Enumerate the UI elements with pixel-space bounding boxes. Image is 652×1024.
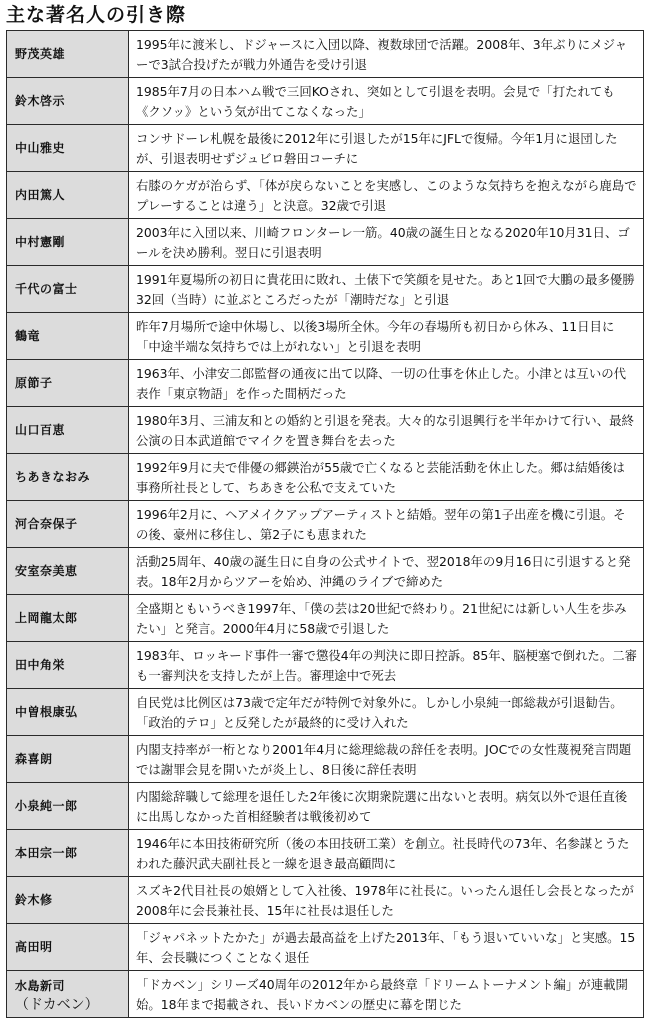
description-cell	[129, 548, 643, 594]
person-name-cell	[7, 125, 129, 171]
table-row	[7, 454, 643, 501]
description-text: 1963年、小津安二郎監督の通夜に出て以降、一切の仕事を休止した。小津とは互いの代表作「東京物語」を作った間柄だった	[136, 365, 626, 401]
description-text: 1991年夏場所の初日に貴花田に敗れ、土俵下で笑顔を見せた。あと1回で大鵬の最多優勝32回（当時）に並ぶところだったが「潮時だな」と引退	[136, 271, 635, 307]
description-text: 1983年、ロッキード事件一審で懲役4年の判決に即日控訴。85年、脳梗塞で倒れた。二審も一審判決を支持したが上告。審理途中で死去	[136, 647, 637, 683]
person-name: ちあきなおみ	[15, 470, 91, 484]
person-name-cell	[7, 971, 129, 1017]
description-cell	[129, 78, 643, 124]
person-name-cell	[7, 501, 129, 547]
table-row	[7, 501, 643, 548]
description-text: 右膝のケガが治らず、「体が戻らないことを実感し、このような気持ちを抱えながら鹿島でプレーすることは違う」と決意。32歳で引退	[136, 177, 637, 213]
person-name: 内田篤人	[15, 188, 66, 202]
person-name-cell	[7, 360, 129, 406]
person-name-cell	[7, 830, 129, 876]
person-name: 鶴竜	[15, 329, 41, 343]
person-name-cell	[7, 454, 129, 500]
table-row	[7, 219, 643, 266]
retirement-table	[6, 30, 644, 1018]
table-row	[7, 783, 643, 830]
description-text: 「ドカベン」シリーズ40周年の2012年から最終章「ドリームトーナメント編」が連載開始。18年まで掲載され、長いドカベンの歴史に幕を閉じた	[136, 976, 628, 1012]
person-name: 野茂英雄	[15, 47, 66, 61]
description-cell	[129, 219, 643, 265]
description-cell	[129, 830, 643, 876]
person-name: 安室奈美恵	[15, 564, 78, 578]
table-row	[7, 830, 643, 877]
page-title: 主な著名人の引き際	[6, 4, 187, 26]
description-cell	[129, 454, 643, 500]
description-cell	[129, 172, 643, 218]
description-cell	[129, 642, 643, 688]
person-name: 田中角栄	[15, 658, 66, 672]
person-name-note: （ドカベン）	[15, 997, 99, 1013]
table-row	[7, 595, 643, 642]
table-row	[7, 971, 643, 1017]
table-row	[7, 266, 643, 313]
description-cell	[129, 689, 643, 735]
person-name: 中曽根康弘	[15, 705, 78, 719]
person-name: 高田明	[15, 940, 53, 954]
person-name-cell	[7, 783, 129, 829]
person-name: 鈴木啓示	[15, 94, 66, 108]
person-name-cell	[7, 924, 129, 970]
person-name: 鈴木修	[15, 893, 53, 907]
description-text: 「ジャパネットたかた」が過去最高益を上げた2013年、「もう退いていいな」と実感。15年、会長職につくことなく退任	[136, 929, 636, 965]
person-name: 河合奈保子	[15, 517, 78, 531]
description-text: コンサドーレ札幌を最後に2012年に引退したが15年にJFLで復帰。今年1月に退団したが、引退表明せずジュビロ磐田コーチに	[136, 130, 618, 166]
description-cell	[129, 877, 643, 923]
table-row	[7, 172, 643, 219]
person-name-cell	[7, 31, 129, 77]
person-name-cell	[7, 407, 129, 453]
person-name-cell	[7, 172, 129, 218]
description-cell	[129, 266, 643, 312]
person-name: 本田宗一郎	[15, 846, 78, 860]
description-text: 昨年7月場所で途中休場し、以後3場所全休。今年の春場所も初日から休み、11日目に「中途半端な気持ちでは上がれない」と引退を表明	[136, 318, 615, 354]
person-name: 山口百恵	[15, 423, 66, 437]
description-cell	[129, 31, 643, 77]
description-cell	[129, 313, 643, 359]
person-name-cell	[7, 313, 129, 359]
description-cell	[129, 501, 643, 547]
description-text: 1946年に本田技術研究所（後の本田技研工業）を創立。社長時代の73年、名参謀とうたわれた藤沢武夫副社長と一線を退き最高顧問に	[136, 835, 630, 871]
description-text: 1980年3月、三浦友和との婚約と引退を発表。大々的な引退興行を半年かけて行い、最終公演の日本武道館でマイクを置き舞台を去った	[136, 412, 634, 448]
person-name-cell	[7, 877, 129, 923]
description-cell	[129, 360, 643, 406]
description-text: 内閣支持率が一桁となり2001年4月に総理総裁の辞任を表明。JOCでの女性蔑視発言問題では謝罪会見を開いたが炎上し、8日後に辞任表明	[136, 741, 632, 777]
person-name: 上岡龍太郎	[15, 611, 78, 625]
table-row	[7, 924, 643, 971]
person-name: 森喜朗	[15, 752, 53, 766]
description-text: 内閣総辞職して総理を退任した2年後に次期衆院選に出ないと表明。病気以外で退任直後に出馬しなかった首相経験者は戦後初めて	[136, 788, 628, 824]
description-text: 2003年に入団以来、川崎フロンターレ一筋。40歳の誕生日となる2020年10月31日、ゴールを決め勝利。翌日に引退表明	[136, 224, 630, 260]
person-name-cell	[7, 689, 129, 735]
description-cell	[129, 595, 643, 641]
person-name-cell	[7, 78, 129, 124]
description-text: 活動25周年、40歳の誕生日に自身の公式サイトで、翌2018年の9月16日に引退すると発表。18年2月からツアーを始め、沖縄のライブで締めた	[136, 553, 631, 589]
person-name: 小泉純一郎	[15, 799, 78, 813]
table-row	[7, 31, 643, 78]
person-name-cell	[7, 548, 129, 594]
description-cell	[129, 736, 643, 782]
table-row	[7, 313, 643, 360]
description-text: 全盛期ともいうべき1997年、「僕の芸は20世紀で終わり。21世紀には新しい人生を歩みたい」と発言。2000年4月に58歳で引退した	[136, 600, 627, 636]
person-name-cell	[7, 266, 129, 312]
table-row	[7, 125, 643, 172]
description-text: 1995年に渡米し、ドジャースに入団以降、複数球団で活躍。2008年、3年ぶりにメジャーで3試合投げたが戦力外通告を受け引退	[136, 36, 628, 72]
table-row	[7, 642, 643, 689]
person-name-cell	[7, 219, 129, 265]
table-row	[7, 407, 643, 454]
description-text: 1996年2月に、ヘアメイクアップアーティストと結婚。翌年の第1子出産を機に引退。その後、豪州に移住し、第2子にも恵まれた	[136, 506, 626, 542]
description-text: 1992年9月に夫で俳優の郷鍈治が55歳で亡くなると芸能活動を休止した。郷は結婚後は事務所社長として、ちあきを公私で支えていた	[136, 459, 625, 495]
person-name: 原節子	[15, 376, 53, 390]
description-cell	[129, 407, 643, 453]
description-cell	[129, 783, 643, 829]
description-cell	[129, 971, 643, 1017]
table-row	[7, 360, 643, 407]
table-row	[7, 78, 643, 125]
description-text: 自民党は比例区は73歳で定年だが特例で対象外に。しかし小泉純一郎総裁が引退勧告。「政治的テロ」と反発したが最終的に受け入れた	[136, 694, 623, 730]
table-row	[7, 877, 643, 924]
person-name: 水島新司	[15, 979, 66, 993]
description-cell	[129, 125, 643, 171]
person-name-cell	[7, 642, 129, 688]
description-text: 1985年7月の日本ハム戦で三回KOされ、突如として引退を表明。会見で「打たれても《クソッ》という気が出てこなくなった」	[136, 83, 615, 119]
person-name: 中山雅史	[15, 141, 66, 155]
person-name: 中村憲剛	[15, 235, 66, 249]
description-cell	[129, 924, 643, 970]
description-text: スズキ2代目社長の娘婿として入社後、1978年に社長に。いったん退任し会長となったが2008年に会長兼社長、15年に社長は退任した	[136, 882, 634, 918]
person-name-cell	[7, 736, 129, 782]
person-name-cell	[7, 595, 129, 641]
person-name: 千代の富士	[15, 282, 78, 296]
table-row	[7, 689, 643, 736]
table-row	[7, 548, 643, 595]
table-row	[7, 736, 643, 783]
